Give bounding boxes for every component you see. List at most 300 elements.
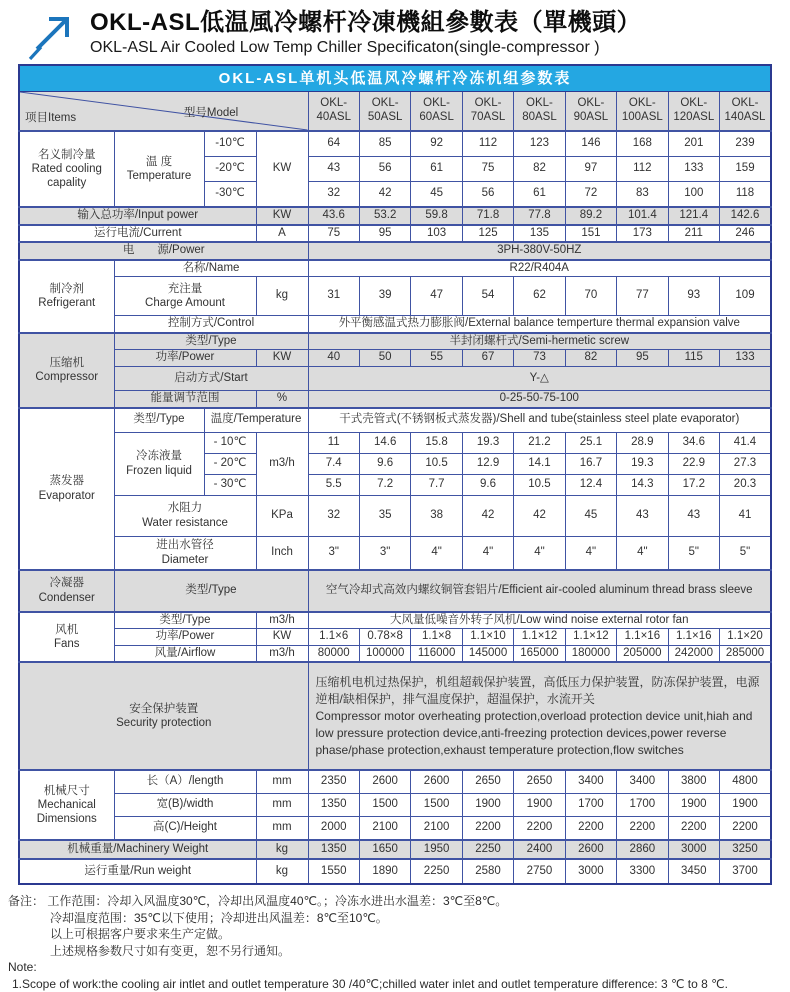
value-cell: 2000 bbox=[308, 817, 359, 841]
value-cell: 39 bbox=[359, 277, 410, 316]
value-cell: 4" bbox=[411, 536, 462, 570]
value-cell: 1900 bbox=[514, 794, 565, 817]
value-cell: 146 bbox=[565, 131, 616, 157]
value-cell: 12.4 bbox=[565, 474, 616, 495]
row-label-compressor-power: 功率/Power bbox=[114, 350, 256, 367]
row-label-energy: 能量调节范围 bbox=[114, 390, 256, 407]
value-cell: 75 bbox=[462, 157, 513, 182]
unit-cell: KW bbox=[256, 629, 308, 646]
unit-cell: kg bbox=[256, 840, 308, 859]
value-cell: 56 bbox=[462, 182, 513, 208]
label-en: Evaporator bbox=[38, 489, 95, 502]
value-cell: 211 bbox=[668, 225, 719, 243]
refrigerant-name-label: 名称/Name bbox=[114, 260, 308, 277]
value-cell: 2200 bbox=[565, 817, 616, 841]
row-label-machinery-weight: 机械重量/Machinery Weight bbox=[19, 840, 256, 859]
unit-cell: KW bbox=[256, 207, 308, 225]
row-charge-amount bbox=[19, 277, 771, 316]
value-cell: 14.6 bbox=[359, 432, 410, 453]
label-zh: 制冷剂 bbox=[49, 283, 84, 296]
value-cell: 142.6 bbox=[720, 207, 772, 225]
value-cell: 2250 bbox=[411, 859, 462, 884]
value-cell: 28.9 bbox=[617, 432, 668, 453]
value-cell: 32 bbox=[308, 182, 359, 208]
value-cell: 11 bbox=[308, 432, 359, 453]
value-cell: 5.5 bbox=[308, 474, 359, 495]
row-table-title bbox=[19, 65, 771, 92]
value-cell: 100000 bbox=[359, 645, 410, 662]
table-title: OKL-ASL单机头低温风冷螺杆冷冻机组参数表 bbox=[19, 65, 771, 92]
title-block bbox=[90, 2, 641, 57]
value-cell: 242000 bbox=[668, 645, 719, 662]
value-cell: 1.1×20 bbox=[720, 629, 772, 646]
value-cell: 40 bbox=[308, 350, 359, 367]
value-cell: 70 bbox=[565, 277, 616, 316]
unit-cell: KW bbox=[256, 131, 308, 207]
value-cell: 95 bbox=[617, 350, 668, 367]
items-label: 项目Items bbox=[25, 112, 77, 125]
value-cell: 180000 bbox=[565, 645, 616, 662]
value-cell: 77.8 bbox=[514, 207, 565, 225]
value-cell: 7.4 bbox=[308, 453, 359, 474]
row-input-power bbox=[19, 207, 771, 225]
row-diameter bbox=[19, 536, 771, 570]
unit-cell: kg bbox=[256, 277, 308, 316]
unit-cell: m3/h bbox=[256, 612, 308, 629]
value-cell: 3" bbox=[308, 536, 359, 570]
value-cell: 50 bbox=[359, 350, 410, 367]
row-label-charge bbox=[114, 277, 256, 316]
value-cell: 205000 bbox=[617, 645, 668, 662]
temp-cell: - 20℃ bbox=[204, 453, 256, 474]
row-control bbox=[19, 316, 771, 333]
value-cell: 20.3 bbox=[720, 474, 772, 495]
model-label: 型号Model bbox=[183, 107, 239, 120]
value-cell: 3700 bbox=[720, 859, 772, 884]
note-en-line: 1.Scope of work:the cooling air intlet and outlet temperature 30 /40℃;chilled water inlet and outlet temperature difference: 3 ℃ to 8 ℃. bbox=[12, 976, 728, 991]
value-cell: 1350 bbox=[308, 840, 359, 859]
value-cell: 112 bbox=[462, 131, 513, 157]
value-cell: 2650 bbox=[462, 770, 513, 794]
value-cell: 173 bbox=[617, 225, 668, 243]
unit-cell: kg bbox=[256, 859, 308, 884]
security-text-zh: 压缩机电机过热保护，机组超载保护装置，高低压力保护装置，防冻保护装置，电源逆相/缺相保护，排气温度保护，超温保护，水流开关 bbox=[315, 674, 760, 706]
value-cell: 2200 bbox=[462, 817, 513, 841]
security-text-en: Compressor motor overheating protection,overload protection device unit,hiah and low pressure protection device,anti-freezing protection devices,power reverse phase/phase protection,exhaust temperature protection,flow switches bbox=[315, 708, 753, 757]
fans-type-label: 类型/Type bbox=[114, 612, 256, 629]
row-start bbox=[19, 366, 771, 390]
value-cell: OKL-120ASL bbox=[668, 92, 719, 132]
row-label-current: 运行电流/Current bbox=[19, 225, 256, 243]
row-label-rated-cooling bbox=[19, 131, 114, 207]
row-label-temperature bbox=[114, 131, 204, 207]
energy-value: 0-25-50-75-100 bbox=[308, 390, 771, 407]
value-cell: 9.6 bbox=[359, 453, 410, 474]
row-label-refrigerant bbox=[19, 260, 114, 333]
value-cell: OKL-90ASL bbox=[565, 92, 616, 132]
value-cell: 67 bbox=[462, 350, 513, 367]
row-label-input-power: 输入总功率/Input power bbox=[19, 207, 256, 225]
row-label-diameter bbox=[114, 536, 256, 570]
row-label-frozen-liquid bbox=[114, 432, 204, 495]
refrigerant-name-value: R22/R404A bbox=[308, 260, 771, 277]
row-cooling-minus10 bbox=[19, 131, 771, 157]
value-cell: 17.2 bbox=[668, 474, 719, 495]
value-cell: 121.4 bbox=[668, 207, 719, 225]
value-cell: 159 bbox=[720, 157, 772, 182]
row-label-fans bbox=[19, 612, 114, 663]
value-cell: 92 bbox=[411, 131, 462, 157]
value-cell: 4" bbox=[565, 536, 616, 570]
value-cell: 1900 bbox=[462, 794, 513, 817]
value-cell: 38 bbox=[411, 495, 462, 536]
row-length bbox=[19, 770, 771, 794]
value-cell: 14.1 bbox=[514, 453, 565, 474]
label-en: Condenser bbox=[38, 591, 95, 604]
unit-cell: mm bbox=[256, 770, 308, 794]
value-cell: 0.78×8 bbox=[359, 629, 410, 646]
value-cell: 115 bbox=[668, 350, 719, 367]
row-condenser bbox=[19, 570, 771, 612]
row-evaporator-type bbox=[19, 408, 771, 433]
value-cell: 123 bbox=[514, 131, 565, 157]
row-label-condenser bbox=[19, 570, 114, 612]
value-cell: 19.3 bbox=[617, 453, 668, 474]
value-cell: 1650 bbox=[359, 840, 410, 859]
value-cell: 4800 bbox=[720, 770, 772, 794]
unit-cell: A bbox=[256, 225, 308, 243]
label-zh: 名义制冷量 bbox=[38, 148, 96, 161]
value-cell: 64 bbox=[308, 131, 359, 157]
value-cell: 145000 bbox=[462, 645, 513, 662]
condenser-type-label: 类型/Type bbox=[114, 570, 308, 612]
note-line-4: 上述规格参数尺寸如有变更，恕不另行通知。 bbox=[50, 943, 291, 958]
value-cell: 15.8 bbox=[411, 432, 462, 453]
value-cell: 118 bbox=[720, 182, 772, 208]
value-cell: 43 bbox=[617, 495, 668, 536]
value-cell: 45 bbox=[411, 182, 462, 208]
value-cell: 3000 bbox=[668, 840, 719, 859]
value-cell: 2100 bbox=[411, 817, 462, 841]
value-cell: 3450 bbox=[668, 859, 719, 884]
value-cell: OKL-40ASL bbox=[308, 92, 359, 132]
value-cell: 80000 bbox=[308, 645, 359, 662]
label-zh: 机械尺寸 bbox=[43, 785, 90, 798]
value-cell: 10.5 bbox=[514, 474, 565, 495]
note-line-3: 以上可根据客户要求来生产定做。 bbox=[50, 927, 231, 942]
value-cell: 1550 bbox=[308, 859, 359, 884]
start-value: Y-△ bbox=[308, 366, 771, 390]
evaporator-type-label: 类型/Type bbox=[114, 408, 204, 433]
value-cell: 1900 bbox=[668, 794, 719, 817]
value-cell: 151 bbox=[565, 225, 616, 243]
value-cell: 21.2 bbox=[514, 432, 565, 453]
value-cell: 2750 bbox=[514, 859, 565, 884]
label-en: Mechanical Dimensions bbox=[36, 799, 97, 826]
label-en: Water resistance bbox=[142, 516, 228, 529]
row-label-fans-power: 功率/Power bbox=[114, 629, 256, 646]
value-cell: 1700 bbox=[617, 794, 668, 817]
value-cell: 165000 bbox=[514, 645, 565, 662]
evaporator-type-value: 干式壳管式(不锈钢板式蒸发器)/Shell and tube(stainless steel plate evaporator) bbox=[308, 408, 771, 433]
row-model-header bbox=[19, 92, 771, 132]
value-cell: OKL-50ASL bbox=[359, 92, 410, 132]
row-label-dimensions bbox=[19, 770, 114, 840]
row-label-compressor bbox=[19, 333, 114, 408]
value-cell: 2600 bbox=[411, 770, 462, 794]
page-subtitle: OKL-ASL Air Cooled Low Temp Chiller Specificaton(single-compressor ) bbox=[90, 39, 600, 56]
row-label-start: 启动方式/Start bbox=[114, 366, 308, 390]
value-cell: 2600 bbox=[359, 770, 410, 794]
value-cell: 27.3 bbox=[720, 453, 772, 474]
value-cell: 35 bbox=[359, 495, 410, 536]
label-en: Diameter bbox=[161, 553, 209, 566]
unit-cell: m3/h bbox=[256, 432, 308, 495]
dimension-label: 长（A）/length bbox=[114, 770, 256, 794]
value-cell: 3300 bbox=[617, 859, 668, 884]
row-label-airflow: 风量/Airflow bbox=[114, 645, 256, 662]
label-zh: 进出水管径 bbox=[156, 539, 214, 552]
row-label-water-resistance bbox=[114, 495, 256, 536]
value-cell: 41 bbox=[720, 495, 772, 536]
value-cell: 1.1×16 bbox=[668, 629, 719, 646]
value-cell: 201 bbox=[668, 131, 719, 157]
value-cell: 31 bbox=[308, 277, 359, 316]
value-cell: 133 bbox=[720, 350, 772, 367]
value-cell: 7.7 bbox=[411, 474, 462, 495]
value-cell: 1350 bbox=[308, 794, 359, 817]
value-cell: 10.5 bbox=[411, 453, 462, 474]
value-cell: 239 bbox=[720, 131, 772, 157]
value-cell: 2200 bbox=[514, 817, 565, 841]
row-water-resistance bbox=[19, 495, 771, 536]
temp-cell: -30℃ bbox=[204, 182, 256, 208]
value-cell: 2650 bbox=[514, 770, 565, 794]
value-cell: 2860 bbox=[617, 840, 668, 859]
value-cell: 7.2 bbox=[359, 474, 410, 495]
value-cell: 16.7 bbox=[565, 453, 616, 474]
value-cell: 43 bbox=[668, 495, 719, 536]
row-fans-type bbox=[19, 612, 771, 629]
value-cell: 42 bbox=[514, 495, 565, 536]
value-cell: 32 bbox=[308, 495, 359, 536]
value-cell: 1890 bbox=[359, 859, 410, 884]
value-cell: 103 bbox=[411, 225, 462, 243]
unit-cell: % bbox=[256, 390, 308, 407]
value-cell: 1.1×10 bbox=[462, 629, 513, 646]
value-cell: 2250 bbox=[462, 840, 513, 859]
value-cell: 1.1×12 bbox=[514, 629, 565, 646]
value-cell: 41.4 bbox=[720, 432, 772, 453]
temp-cell: - 30℃ bbox=[204, 474, 256, 495]
fans-type-value: 大风量低噪音外转子风机/Low wind noise external rotor fan bbox=[308, 612, 771, 629]
label-zh: 温 度 bbox=[145, 155, 173, 168]
value-cell: 246 bbox=[720, 225, 772, 243]
dimension-label: 高(C)/Height bbox=[114, 817, 256, 841]
row-machinery-weight bbox=[19, 840, 771, 859]
value-cell: OKL-70ASL bbox=[462, 92, 513, 132]
row-label-control: 控制方式/Control bbox=[114, 316, 308, 333]
value-cell: 1500 bbox=[411, 794, 462, 817]
value-cell: 112 bbox=[617, 157, 668, 182]
value-cell: 1700 bbox=[565, 794, 616, 817]
value-cell: 109 bbox=[720, 277, 772, 316]
row-current bbox=[19, 225, 771, 243]
label-en: Compressor bbox=[35, 371, 99, 384]
value-cell: 135 bbox=[514, 225, 565, 243]
label-en: Frozen liquid bbox=[126, 464, 192, 477]
value-cell: 25.1 bbox=[565, 432, 616, 453]
label-en: Security protection bbox=[116, 717, 212, 730]
page-title: OKL-ASL低温風冷螺杆冷凍機組參數表（單機頭） bbox=[90, 9, 642, 36]
value-cell: 3800 bbox=[668, 770, 719, 794]
evaporator-temp-label: 温度/Temperature bbox=[204, 408, 308, 433]
value-cell: 97 bbox=[565, 157, 616, 182]
value-cell: 3000 bbox=[565, 859, 616, 884]
row-label-security bbox=[19, 662, 308, 770]
row-compressor-type bbox=[19, 333, 771, 350]
value-cell: 2350 bbox=[308, 770, 359, 794]
value-cell: 101.4 bbox=[617, 207, 668, 225]
value-cell: 61 bbox=[514, 182, 565, 208]
label-en: Refrigerant bbox=[38, 297, 96, 310]
label-en: Rated cooling capality bbox=[31, 162, 102, 189]
value-cell: 2200 bbox=[617, 817, 668, 841]
value-cell: 5" bbox=[720, 536, 772, 570]
value-cell: 42 bbox=[462, 495, 513, 536]
row-power-supply bbox=[19, 242, 771, 260]
security-text bbox=[308, 662, 771, 770]
row-label-power-supply: 电 源/Power bbox=[19, 242, 308, 260]
value-cell: 133 bbox=[668, 157, 719, 182]
row-fans-power bbox=[19, 629, 771, 646]
value-cell: 89.2 bbox=[565, 207, 616, 225]
value-cell: 1.1×8 bbox=[411, 629, 462, 646]
value-cell: 22.9 bbox=[668, 453, 719, 474]
value-cell: OKL-60ASL bbox=[411, 92, 462, 132]
value-cell: 2580 bbox=[462, 859, 513, 884]
value-cell: 2100 bbox=[359, 817, 410, 841]
value-cell: 75 bbox=[308, 225, 359, 243]
value-cell: 2200 bbox=[720, 817, 772, 841]
value-cell: 59.8 bbox=[411, 207, 462, 225]
value-cell: 93 bbox=[668, 277, 719, 316]
value-cell: 1900 bbox=[720, 794, 772, 817]
value-cell: 125 bbox=[462, 225, 513, 243]
note-line-1: 备注： 工作范围：冷却入风温度30℃，冷却出风温度40℃。；冷冻水进出水温差：3℃至8℃。 bbox=[8, 894, 508, 909]
row-label-evaporator bbox=[19, 408, 114, 570]
value-cell: 116000 bbox=[411, 645, 462, 662]
row-security bbox=[19, 662, 771, 770]
value-cell: 3250 bbox=[720, 840, 772, 859]
value-cell: 4" bbox=[514, 536, 565, 570]
label-zh: 充注量 bbox=[167, 283, 203, 296]
value-cell: 62 bbox=[514, 277, 565, 316]
value-cell: 2600 bbox=[565, 840, 616, 859]
temp-cell: -20℃ bbox=[204, 157, 256, 182]
value-cell: 1.1×16 bbox=[617, 629, 668, 646]
value-cell: 71.8 bbox=[462, 207, 513, 225]
row-refrigerant-name bbox=[19, 260, 771, 277]
value-cell: 1.1×6 bbox=[308, 629, 359, 646]
value-cell: OKL-100ASL bbox=[617, 92, 668, 132]
unit-cell: mm bbox=[256, 817, 308, 841]
dimension-label: 宽(B)/width bbox=[114, 794, 256, 817]
value-cell: 4" bbox=[617, 536, 668, 570]
note-line-2: 冷却温度范围：35℃以下使用；冷却进出风温差：8℃至10℃。 bbox=[50, 910, 388, 925]
value-cell: 42 bbox=[359, 182, 410, 208]
condenser-type-value: 空气冷却式高效内螺纹铜管套铝片/Efficient air-cooled aluminum thread brass sleeve bbox=[308, 570, 771, 612]
unit-cell: mm bbox=[256, 794, 308, 817]
temp-cell: -10℃ bbox=[204, 131, 256, 157]
label-zh: 冷凝器 bbox=[49, 577, 84, 590]
value-cell: 2200 bbox=[668, 817, 719, 841]
value-cell: OKL-140ASL bbox=[720, 92, 772, 132]
row-fans-airflow bbox=[19, 645, 771, 662]
label-zh: 蒸发器 bbox=[49, 475, 84, 488]
row-height bbox=[19, 817, 771, 841]
label-zh: 压缩机 bbox=[49, 357, 84, 370]
value-cell: 4" bbox=[462, 536, 513, 570]
label-zh: 冷冻液量 bbox=[136, 450, 182, 463]
value-cell: 53.2 bbox=[359, 207, 410, 225]
label-zh: 风机 bbox=[55, 623, 79, 636]
label-en: Charge Amount bbox=[145, 297, 225, 310]
spec-table bbox=[18, 64, 772, 885]
control-value: 外平衡感温式热力膨胀阀/External balance temperture thermal expansion valve bbox=[308, 316, 771, 333]
value-cell: 56 bbox=[359, 157, 410, 182]
value-cell: 77 bbox=[617, 277, 668, 316]
label-en: Temperature bbox=[126, 170, 192, 182]
value-cell: 61 bbox=[411, 157, 462, 182]
label-zh: 安全保护装置 bbox=[129, 703, 199, 716]
value-cell: 168 bbox=[617, 131, 668, 157]
row-run-weight bbox=[19, 859, 771, 884]
value-cell: 3400 bbox=[617, 770, 668, 794]
value-cell: 285000 bbox=[720, 645, 772, 662]
value-cell: 1.1×12 bbox=[565, 629, 616, 646]
value-cell: 43 bbox=[308, 157, 359, 182]
value-cell: 54 bbox=[462, 277, 513, 316]
value-cell: 100 bbox=[668, 182, 719, 208]
compressor-type-label: 类型/Type bbox=[114, 333, 308, 350]
corner-cell bbox=[19, 92, 308, 132]
value-cell: 82 bbox=[514, 157, 565, 182]
row-energy-range bbox=[19, 390, 771, 407]
value-cell: 3" bbox=[359, 536, 410, 570]
value-cell: 14.3 bbox=[617, 474, 668, 495]
value-cell: 12.9 bbox=[462, 453, 513, 474]
temp-cell: - 10℃ bbox=[204, 432, 256, 453]
value-cell: 55 bbox=[411, 350, 462, 367]
row-frozen-minus10 bbox=[19, 432, 771, 453]
unit-cell: Inch bbox=[256, 536, 308, 570]
value-cell: 43.6 bbox=[308, 207, 359, 225]
value-cell: 34.6 bbox=[668, 432, 719, 453]
power-supply-value: 3PH-380V-50HZ bbox=[308, 242, 771, 260]
row-label-run-weight: 运行重量/Run weight bbox=[19, 859, 256, 884]
label-zh: 水阻力 bbox=[167, 502, 203, 515]
value-cell: 95 bbox=[359, 225, 410, 243]
value-cell: 45 bbox=[565, 495, 616, 536]
page-header bbox=[0, 0, 790, 62]
value-cell: 1950 bbox=[411, 840, 462, 859]
note-en-label: Note: bbox=[8, 960, 37, 975]
value-cell: OKL-80ASL bbox=[514, 92, 565, 132]
unit-cell: m3/h bbox=[256, 645, 308, 662]
value-cell: 2400 bbox=[514, 840, 565, 859]
value-cell: 72 bbox=[565, 182, 616, 208]
